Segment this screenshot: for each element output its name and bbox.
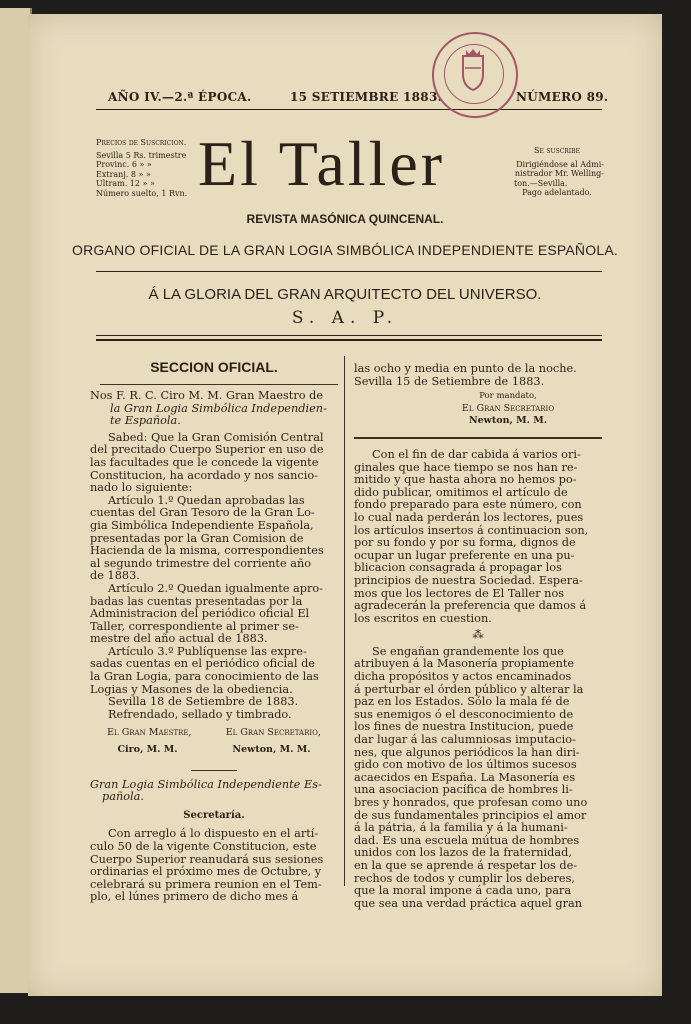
text-line: Sevilla 15 de Setiembre de 1883. [354, 374, 545, 388]
masthead-organ: ORGANO OFICIAL DE LA GRAN LOGIA SIMBÓLICA INDEPENDIENTE ESPAÑOLA. [72, 242, 618, 258]
text-line: bres y honrados, que profesan como uno [354, 796, 588, 809]
decree-header [90, 390, 338, 428]
subscribe-block [510, 146, 604, 198]
text-line: Taller, correspondiente al primer se- [90, 619, 299, 633]
gran-logia-heading [90, 779, 338, 804]
text-line: dar lugar á las calumniosas imputacio- [354, 733, 576, 747]
masthead-rule [96, 271, 602, 272]
text-line: fondo preparado para este número, con [354, 498, 582, 512]
header-rule [96, 109, 602, 110]
prices-block [96, 138, 187, 198]
left-column [90, 358, 338, 904]
text-line: sadas cuentas en el periódico oficial de [90, 657, 315, 671]
text-line: dicha propósitos y actos encaminados [354, 670, 572, 684]
issue-date: 15 SETIEMBRE 1883. [290, 90, 443, 104]
text-line: una asociacion pacífica de hombres li- [354, 783, 573, 797]
secretaria-heading: Secretaría. [183, 809, 245, 821]
text-line: dido publicar, omitimos el artículo de [354, 485, 568, 499]
text-line: Artículo 3.º Publíquense las expre- [108, 644, 307, 658]
text-line: Nos F. R. C. Ciro M. M. Gran Maestro de [90, 389, 324, 402]
text-line: al segundo trimestre del corriente año [90, 556, 312, 570]
article-paragraph [354, 646, 602, 910]
text-line: acaecidos en España. La Masonería es [354, 770, 576, 784]
asterism: ⁂ [472, 628, 484, 642]
text-line: á la pátria, á la familia y á la humani- [354, 821, 568, 835]
text-line: dad. Es una escuela mútua de hombres [354, 833, 580, 847]
text-line: por su fondo y por su forma, dignos de [354, 536, 576, 550]
secretary-name: Newton, M. M. [468, 415, 548, 427]
text-line: las facultades que le concede la vigente [90, 455, 319, 469]
text-line: la Gran Logia, para conocimiento de las [90, 670, 319, 684]
text-line: rechos de todos y cumplir los deberes, [354, 871, 575, 885]
decree-closing [90, 696, 338, 721]
text-line: los escritos en cuestion. [354, 611, 492, 625]
text-line: ocupar un lugar preferente en una pu- [354, 548, 575, 562]
grand-secretary-title: El Gran Secretario, [225, 727, 321, 739]
text-line: presentadas por la Gran Comision de [90, 531, 304, 545]
text-line: Gran Logia Simbólica Independiente Es- [90, 777, 322, 791]
signature-titles [90, 727, 338, 740]
text-line: la Gran Logia Simbólica Independien- [110, 401, 327, 415]
subscribe-line: nistrador Mr. Welling- [514, 169, 604, 178]
grand-master-title: El Gran Maestre, [107, 727, 192, 739]
text-line: Se engañan grandemente los que [372, 644, 564, 658]
text-line: mos que los lectores de El Taller nos [354, 586, 565, 600]
text-line: Cuerpo Superior reanudará sus sesiones [90, 852, 324, 866]
editorial-note [354, 449, 602, 625]
text-line: Sevilla 18 de Setiembre de 1883. [108, 695, 299, 709]
price-line: Sevilla 5 Rs. trimestre [96, 150, 187, 160]
text-line: cuentas del Gran Tesoro de la Gran Lo- [90, 506, 315, 520]
text-line: atribuyen á la Masonería propiamente [354, 657, 575, 671]
text-line: los artículos insertos á continuacion son, [354, 523, 589, 537]
convocation-paragraph [90, 828, 338, 904]
price-line: Provinc. 6 » » [96, 160, 152, 169]
text-line: ginales que hace tiempo se nos han re- [354, 460, 578, 474]
text-line: Artículo 1.º Quedan aprobadas las [108, 493, 305, 507]
by-order-label: Por mandato, [479, 391, 537, 402]
price-line: Número suelto, 1 Rvn. [96, 188, 188, 198]
text-line: Con arreglo á lo dispuesto en el artí- [108, 827, 319, 841]
text-line: que sea una verdad práctica aquel gran [354, 896, 583, 910]
grand-master-name: Ciro, M. M. [117, 744, 178, 756]
subscribe-line: ton.—Sevilla. [514, 178, 568, 188]
text-line: ordinarias el próximo mes de Octubre, y [90, 865, 322, 879]
column-separator [344, 356, 345, 886]
text-line: gia Simbólica Independiente Española, [90, 518, 314, 532]
text-line: Refrendado, sellado y timbrado. [108, 707, 292, 721]
subscribe-line: Pago adelantado. [522, 188, 592, 197]
section-title: SECCION OFICIAL. [150, 359, 278, 375]
secretary-title: El Gran Secretario [461, 402, 555, 414]
text-line: principios de nuestra Sociedad. Espera- [354, 573, 583, 587]
text-line: Sabed: Que la Gran Comisión Central [108, 430, 324, 444]
text-line: de 1883. [90, 569, 140, 583]
text-line: nes, que algunos periódicos la han diri- [354, 745, 580, 759]
masthead-subtitle: REVISTA MASÓNICA QUINCENAL. [246, 212, 444, 226]
sap-motto: S. A. P. [291, 308, 399, 328]
text-line: en la que se aprende á respetar los de- [354, 858, 578, 872]
text-line: sus enemigos ó el desconocimiento de [354, 707, 574, 721]
text-line: celebrará su primera reunion en el Tem- [90, 877, 322, 891]
issue-number: NÚMERO 89. [516, 90, 609, 104]
text-line: las ocho y media en punto de la noche. [354, 362, 577, 375]
text-line: blicacion consagrada á propagar los [354, 561, 562, 575]
text-line: Logias y Masones de la obediencia. [90, 682, 293, 696]
text-line: mitido y que hasta ahora no hemos po- [354, 473, 577, 487]
text-line: Con el fin de dar cabida á varios ori- [372, 447, 581, 461]
text-line: de sus fundamentales principios el amor [354, 808, 587, 822]
text-line: plo, el lúnes primero de dicho mes á [90, 890, 299, 904]
masthead-title: El Taller [198, 128, 446, 199]
issue-label: AÑO IV.—2.ª ÉPOCA. [108, 90, 252, 104]
price-line: Ultram. 12 » » [96, 179, 155, 188]
price-line: Extranj. 8 » » [96, 169, 151, 179]
text-line: lo cual nada perderán los lectores, pues [354, 510, 584, 524]
text-line: badas las cuentas presentadas por la [90, 594, 303, 608]
subscribe-line: Dirigiéndose al Admi- [516, 159, 604, 169]
text-line: mestre del año actual de 1883. [90, 632, 268, 646]
text-line: gido con motivo de los últimos sucesos [354, 758, 577, 772]
text-line: que la moral impone á cada uno, para [354, 884, 572, 898]
text-line: nado lo siguiente: [90, 481, 193, 495]
double-rule-bottom [96, 339, 602, 341]
library-stamp [432, 32, 518, 118]
text-line: pañola. [102, 790, 144, 804]
article-2 [90, 583, 338, 646]
signature-names [90, 744, 338, 757]
text-line: á perturbar el órden público y alterar la [354, 682, 584, 696]
text-line: Constitucion, ha acordado y nos sancio- [90, 468, 318, 482]
prices-heading: Precios de Suscricion. [96, 138, 187, 147]
article-3 [90, 646, 338, 696]
text-line: Administracion del periódico oficial El [90, 607, 310, 621]
grand-secretary-name: Newton, M. M. [232, 744, 311, 756]
decree-sabed [90, 432, 338, 495]
text-line: del precitado Cuerpo Superior en uso de [90, 443, 324, 457]
text-line: agradecerán la preferencia que damos á [354, 599, 587, 613]
text-line: Hacienda de la misma, correspondientes [90, 544, 324, 558]
newspaper-page [28, 14, 662, 996]
text-line: culo 50 de la vigente Constitucion, este [90, 840, 317, 853]
right-column [354, 363, 602, 910]
convocation-continued [354, 363, 602, 388]
subscribe-heading: Se suscribe [534, 146, 580, 155]
text-line: los fines de nuestra Institucion, puede [354, 720, 574, 734]
article-1 [90, 495, 338, 583]
double-rule-top [96, 335, 602, 336]
text-line: te Española. [110, 414, 181, 428]
text-line: unidos con los lazos de la fraternidad, [354, 846, 572, 860]
text-line: Artículo 2.º Quedan igualmente apro- [108, 581, 323, 595]
text-line: paz en los Estados. Sólo la mala fé de [354, 695, 570, 709]
dedication: Á LA GLORIA DEL GRAN ARQUITECTO DEL UNIVERSO. [148, 286, 542, 303]
